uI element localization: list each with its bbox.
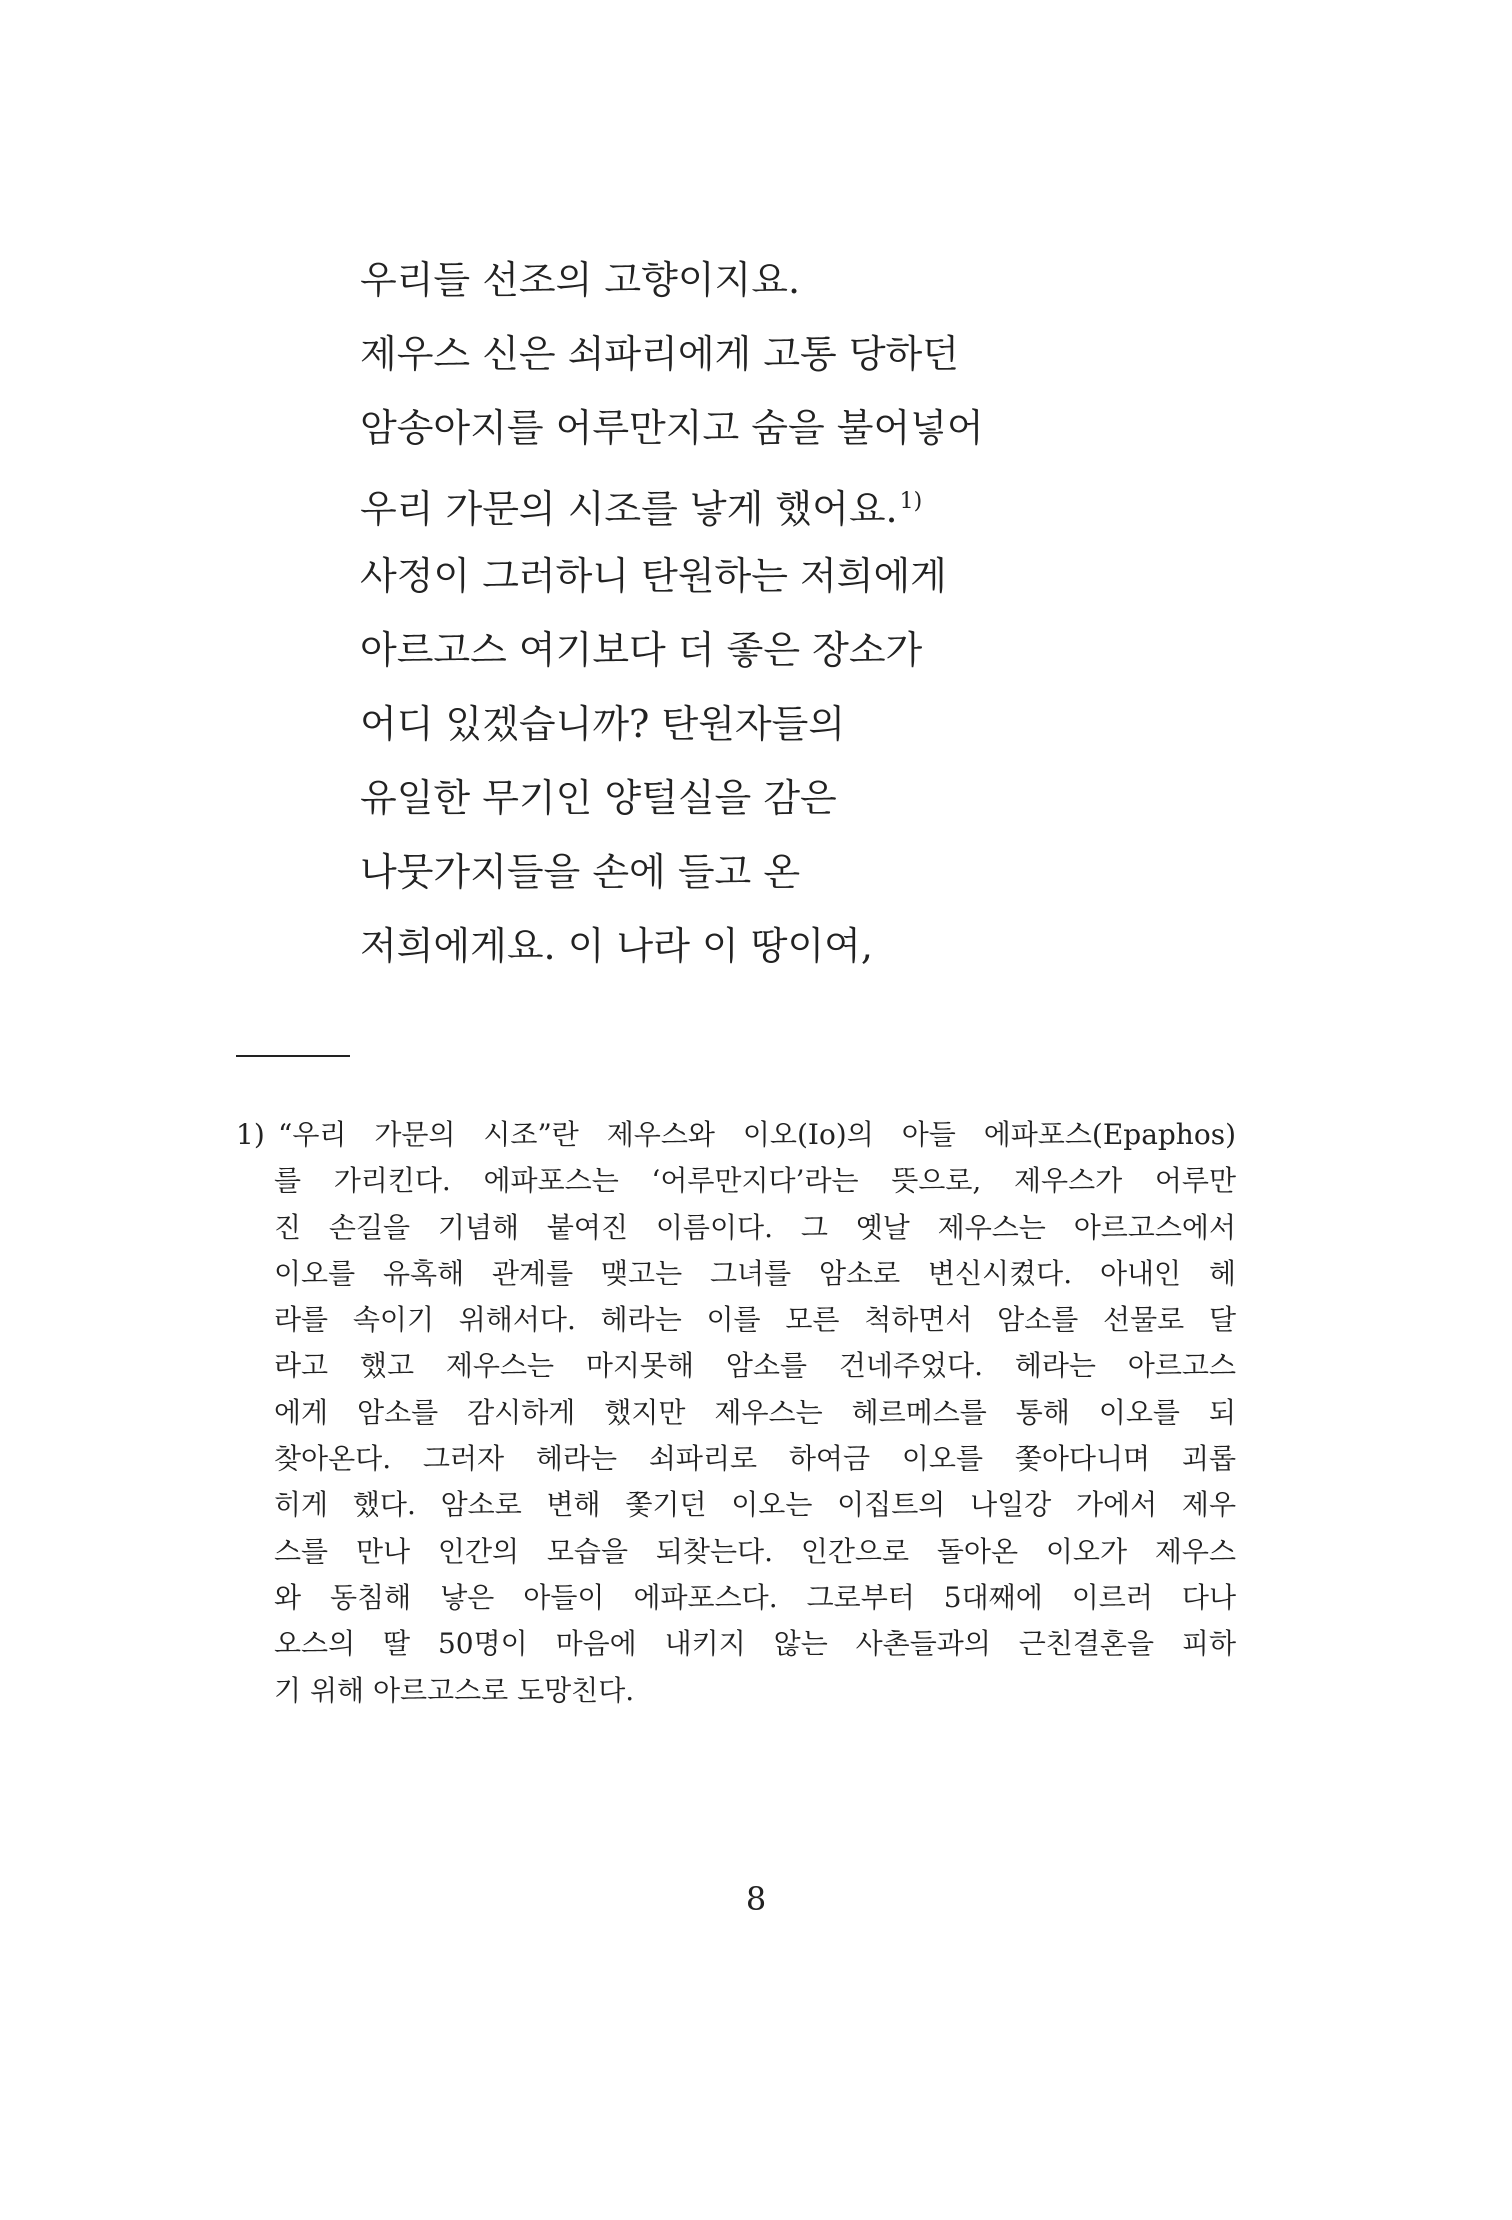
poem-body bbox=[360, 250, 984, 990]
footnote-line: 스를 만나 인간의 모습을 되찾는다. 인간으로 돌아온 이오가 제우스 bbox=[274, 1534, 1236, 1568]
footnote-line: 히게 했다. 암소로 변해 쫓기던 이오는 이집트의 나일강 가에서 제우 bbox=[274, 1488, 1236, 1522]
poem-line: 제우스 신은 쇠파리에게 고통 당하던 bbox=[360, 332, 959, 376]
footnote-line: 기 위해 아르고스로 도망친다. bbox=[274, 1673, 635, 1707]
footnote-reference[interactable]: 1) bbox=[899, 489, 923, 514]
footnote-line: 진 손길을 기념해 붙여진 이름이다. 그 옛날 제우스는 아르고스에서 bbox=[274, 1210, 1236, 1244]
page-number: 8 bbox=[745, 1880, 767, 1918]
footnote-line: 오스의 딸 50명이 마음에 내키지 않는 사촌들과의 근친결혼을 피하 bbox=[274, 1627, 1236, 1661]
poem-line: 사정이 그러하니 탄원하는 저희에게 bbox=[360, 554, 947, 598]
footnote bbox=[236, 1112, 1236, 1714]
footnote-line: 라고 했고 제우스는 마지못해 암소를 건네주었다. 헤라는 아르고스 bbox=[274, 1349, 1236, 1383]
footnote-line: 를 가리킨다. 에파포스는 ‘어루만지다’라는 뜻으로, 제우스가 어루만 bbox=[274, 1164, 1236, 1198]
footnote-line: 라를 속이기 위해서다. 헤라는 이를 모른 척하면서 암소를 선물로 달 bbox=[274, 1303, 1236, 1337]
footnote-divider bbox=[236, 1055, 350, 1057]
poem-line-with-footnote bbox=[360, 472, 984, 546]
poem-line: 유일한 무기인 양털실을 감은 bbox=[360, 776, 837, 820]
poem-line: 우리들 선조의 고향이지요. bbox=[360, 258, 801, 302]
poem-line: 아르고스 여기보다 더 좋은 장소가 bbox=[360, 628, 923, 672]
footnote-line: “우리 가문의 시조”란 제우스와 이오(Io)의 아들 에파포스(Epaphos) bbox=[278, 1118, 1236, 1151]
footnote-line: 이오를 유혹해 관계를 맺고는 그녀를 암소로 변신시켰다. 아내인 헤 bbox=[274, 1256, 1236, 1290]
poem-line: 암송아지를 어루만지고 숨을 불어넣어 bbox=[360, 406, 984, 450]
poem-line: 나뭇가지들을 손에 들고 온 bbox=[360, 850, 801, 894]
footnote-line: 에게 암소를 감시하게 했지만 제우스는 헤르메스를 통해 이오를 되 bbox=[274, 1395, 1236, 1429]
poem-line: 저희에게요. 이 나라 이 땅이여, bbox=[360, 924, 873, 968]
footnote-line: 와 동침해 낳은 아들이 에파포스다. 그로부터 5대째에 이르러 다나 bbox=[274, 1580, 1236, 1614]
poem-line: 어디 있겠습니까? 탄원자들의 bbox=[360, 702, 846, 746]
footnote-number: 1) bbox=[236, 1118, 265, 1151]
footnote-line: 찾아온다. 그러자 헤라는 쇠파리로 하여금 이오를 쫓아다니며 괴롭 bbox=[274, 1442, 1236, 1476]
poem-line-text: 우리 가문의 시조를 낳게 했어요. bbox=[360, 487, 898, 531]
